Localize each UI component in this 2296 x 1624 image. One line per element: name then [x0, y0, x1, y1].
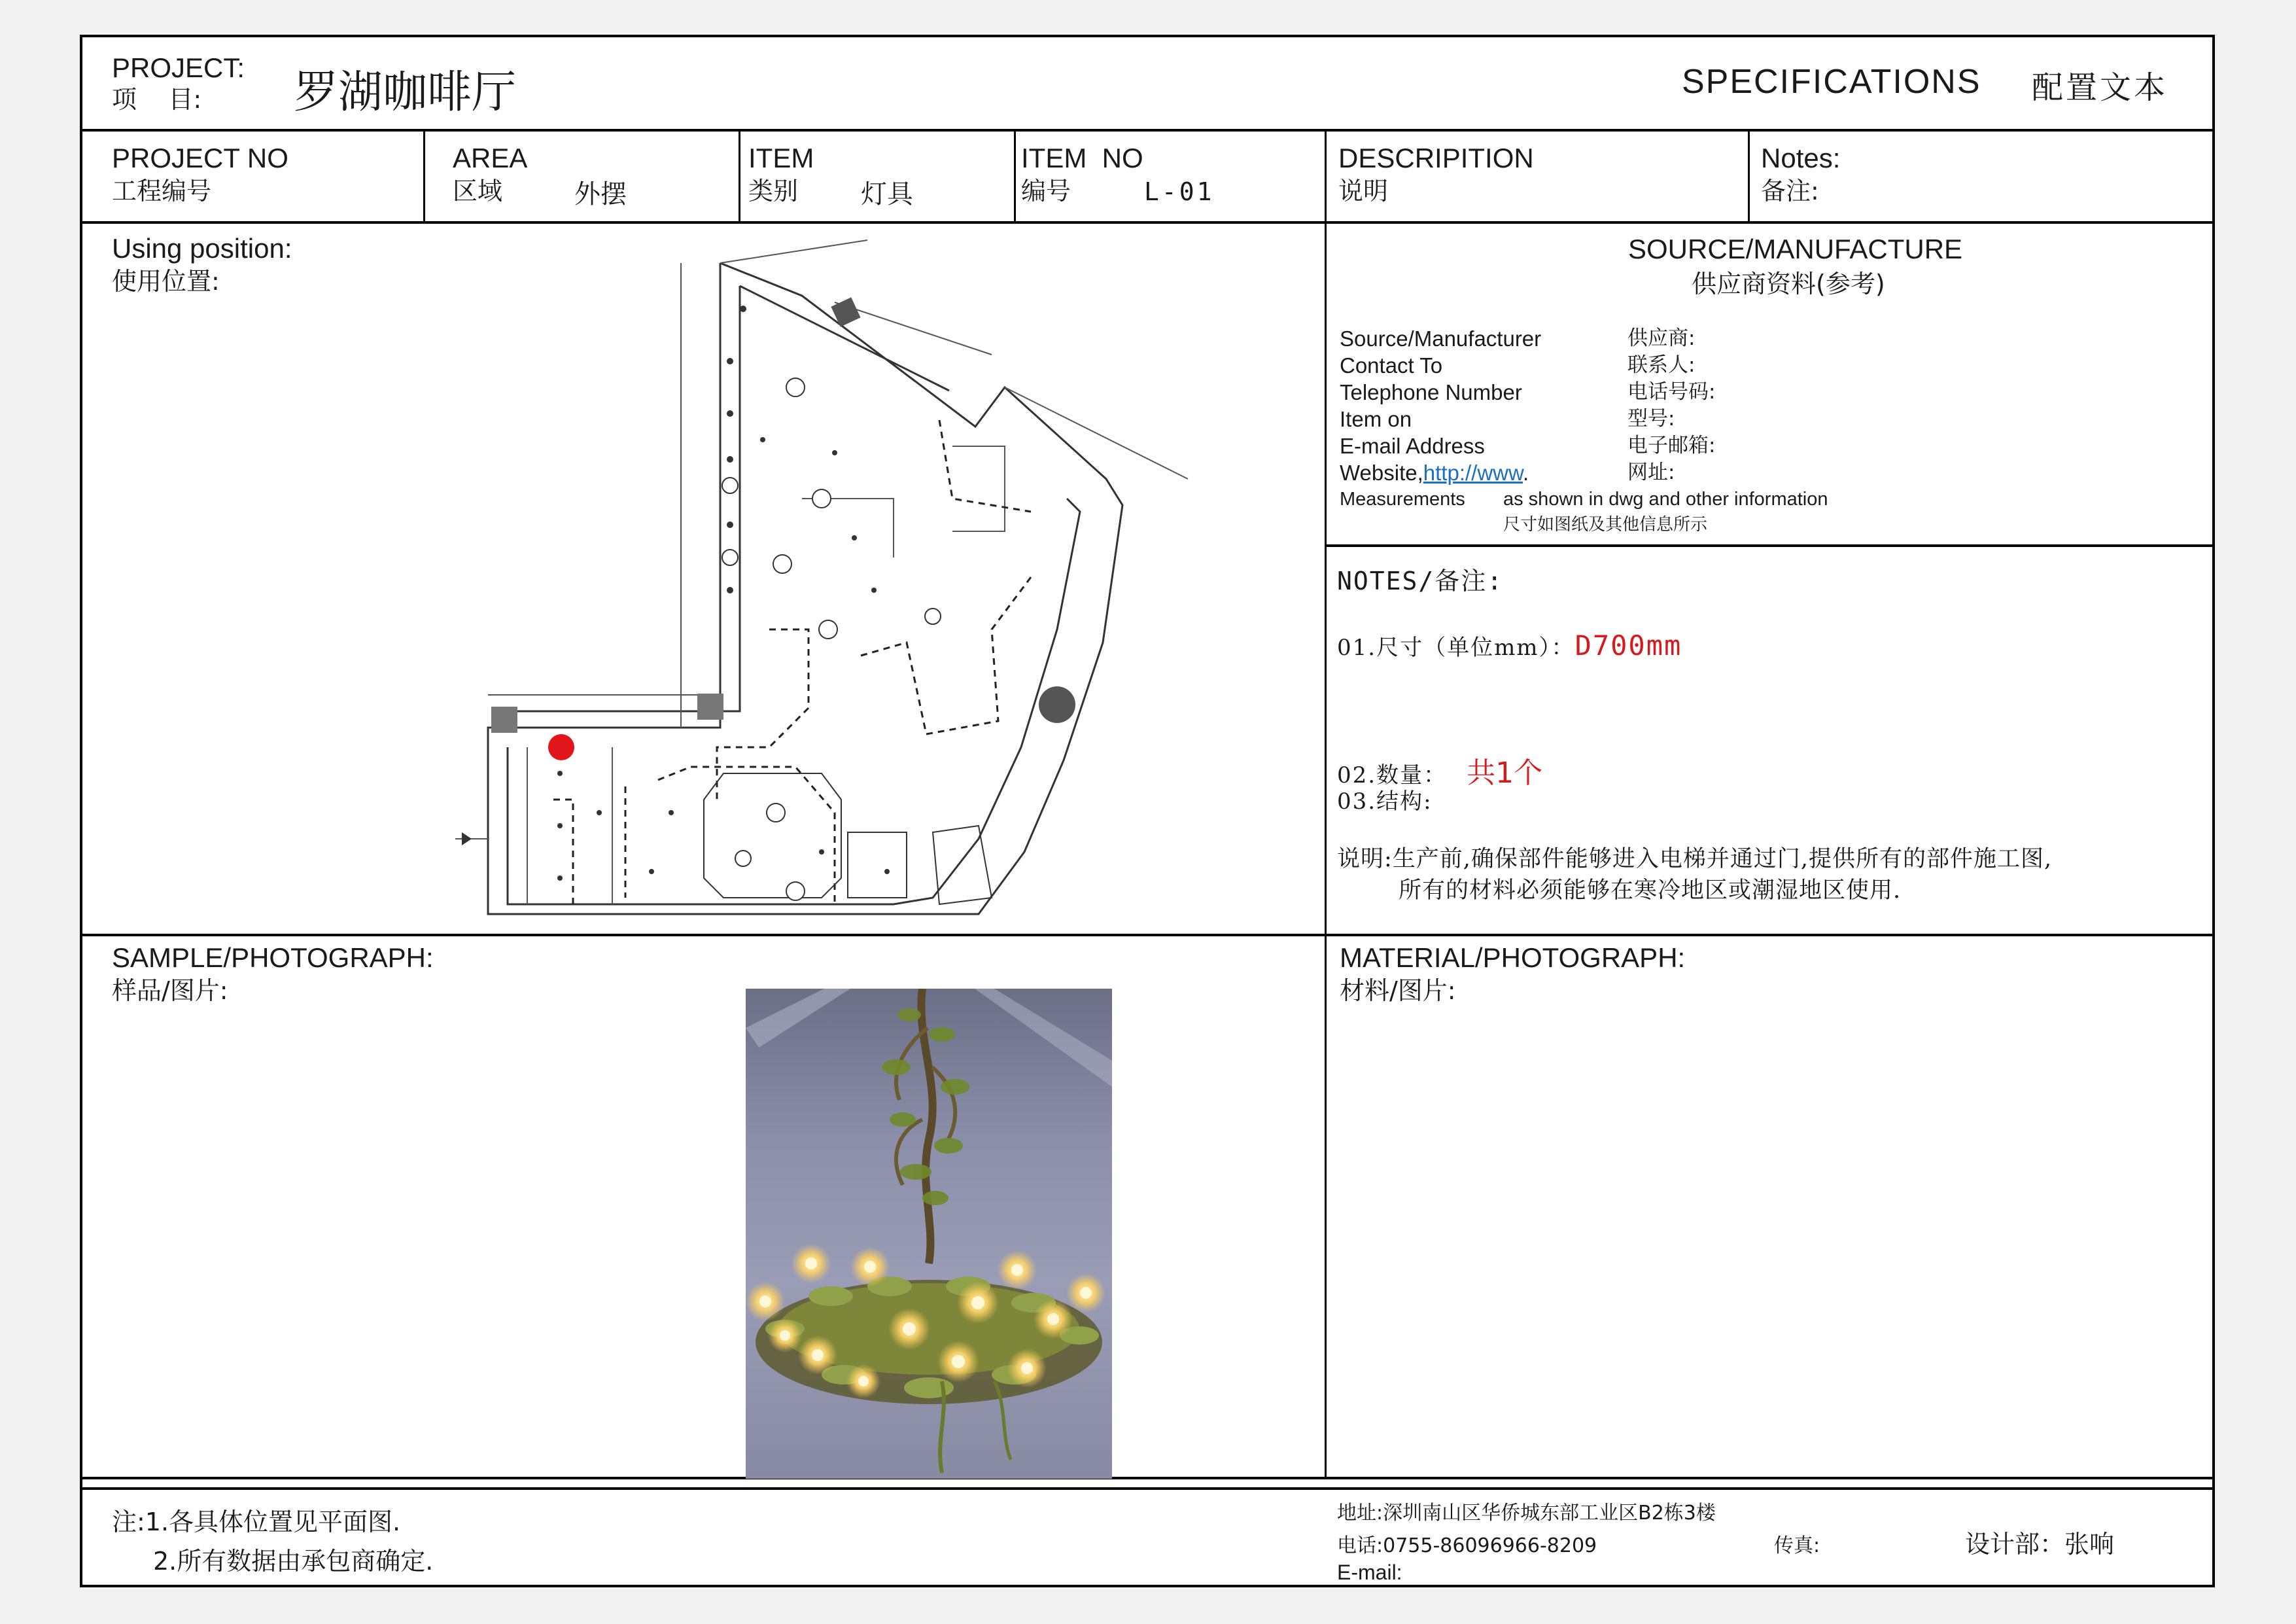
- note-explain-2: 所有的材料必须能够在寒冷地区或潮湿地区使用.: [1399, 877, 1902, 904]
- measurements-text: as shown in dwg and other information: [1503, 489, 1828, 510]
- note-1-label: 01.尺寸（单位mm）：: [1337, 635, 1575, 661]
- source-row-label: E-mail Address: [1340, 434, 1485, 458]
- note-1: [1337, 629, 1682, 662]
- footer-address: 地址:深圳南山区华侨城东部工业区B2栋3楼: [1337, 1502, 1716, 1525]
- source-row-label-cn: 电话号码:: [1627, 380, 1716, 404]
- sample-label: SAMPLE/PHOTOGRAPH:: [112, 942, 434, 973]
- specifications-title-cn: 配置文本: [2032, 69, 2168, 106]
- column-block: [491, 707, 517, 733]
- position-label-cn: 使用位置:: [112, 267, 220, 296]
- north-arrow-icon: [462, 832, 472, 845]
- item-label: ITEM: [748, 143, 814, 173]
- source-row-label: Item on: [1340, 407, 1412, 431]
- note-3: 03.结构:: [1337, 788, 1433, 815]
- notes-title: NOTES/备注:: [1337, 567, 1504, 595]
- website-row: [1340, 459, 1529, 486]
- divider-2: [739, 129, 740, 222]
- footer-email: E-mail:: [1337, 1561, 1402, 1584]
- sample-photo-chandelier: [746, 989, 1112, 1479]
- note-explain-1: 说明:生产前,确保部件能够进入电梯并通过门,提供所有的部件施工图,: [1337, 846, 2053, 872]
- note-1-value: D700mm: [1574, 629, 1682, 662]
- note-2-label: 02.数量：: [1337, 762, 1448, 788]
- rule-middle: [82, 934, 2214, 936]
- source-row-label: Contact To: [1340, 353, 1443, 378]
- footer-fax: 传真:: [1774, 1534, 1820, 1557]
- website-label: Website,: [1340, 461, 1423, 485]
- rule-bottom: [82, 1477, 2214, 1479]
- item-label-cn: 类别: [748, 177, 799, 205]
- divider-notes: [1748, 129, 1750, 222]
- source-row-label: Telephone Number: [1340, 380, 1522, 404]
- position-label: Using position:: [112, 233, 292, 264]
- item-no-label: ITEM NO: [1021, 143, 1143, 173]
- project-label-cn: 项 目:: [112, 85, 202, 114]
- gray-circle-marker: [1039, 686, 1075, 723]
- website-label-cn: 网址:: [1627, 461, 1675, 484]
- source-title: SOURCE/MANUFACTURE: [1628, 234, 1963, 264]
- material-label: MATERIAL/PHOTOGRAPH:: [1340, 942, 1686, 973]
- project-no-label-cn: 工程编号: [112, 177, 212, 205]
- rule-header: [82, 129, 2214, 132]
- red-location-marker: [548, 734, 574, 760]
- project-no-label: PROJECT NO: [112, 143, 288, 173]
- item-no-value: L-01: [1144, 177, 1215, 206]
- source-row-label-cn: 电子邮箱:: [1627, 434, 1716, 457]
- project-label-en: PROJECT:: [112, 52, 245, 83]
- spec-sheet: [80, 35, 2215, 1587]
- description-label-cn: 说明: [1338, 177, 1389, 205]
- note-2-value: 共1个: [1467, 756, 1543, 790]
- floor-plan: [377, 224, 1319, 930]
- area-label: AREA: [453, 143, 528, 173]
- column-block: [831, 297, 860, 327]
- footer-note-1: 注:1.各具体位置见平面图.: [112, 1508, 401, 1536]
- source-row-label: Source/Manufacturer: [1340, 327, 1542, 351]
- item-no-label-cn: 编号: [1021, 177, 1071, 205]
- source-row-label-cn: 联系人:: [1627, 353, 1696, 377]
- measurements-label: Measurements: [1340, 489, 1465, 510]
- footer-note-2: 2.所有数据由承包商确定.: [153, 1547, 434, 1576]
- area-label-cn: 区域: [453, 177, 503, 205]
- sample-label-cn: 样品/图片:: [112, 976, 228, 1005]
- measurements-text-cn: 尺寸如图纸及其他信息所示: [1503, 515, 1708, 535]
- footer-phone: 电话:0755-86096966-8209: [1337, 1534, 1597, 1557]
- notes-label-cn: 备注:: [1761, 177, 1819, 205]
- divider-main: [1325, 129, 1327, 1478]
- source-row-label-cn: 供应商:: [1627, 327, 1696, 350]
- website-link[interactable]: http://www: [1423, 461, 1523, 485]
- footer-designer: 设计部：张响: [1965, 1530, 2115, 1559]
- source-row-label-cn: 型号:: [1627, 407, 1675, 431]
- area-value: 外摆: [574, 179, 627, 209]
- specifications-title: SPECIFICATIONS: [1682, 63, 1981, 101]
- divider-3: [1014, 129, 1016, 222]
- rule-footer: [82, 1487, 2214, 1490]
- column-block: [697, 694, 723, 720]
- material-label-cn: 材料/图片:: [1340, 976, 1456, 1005]
- description-label: DESCRIPITION: [1338, 143, 1534, 173]
- source-title-cn: 供应商资料(参考): [1692, 270, 1885, 298]
- notes-label: Notes:: [1761, 143, 1841, 173]
- item-value: 灯具: [861, 179, 913, 209]
- divider-1: [423, 129, 425, 222]
- rule-notes-top: [1325, 544, 2214, 547]
- website-dot: .: [1523, 461, 1529, 485]
- project-name: 罗湖咖啡厅: [294, 67, 517, 118]
